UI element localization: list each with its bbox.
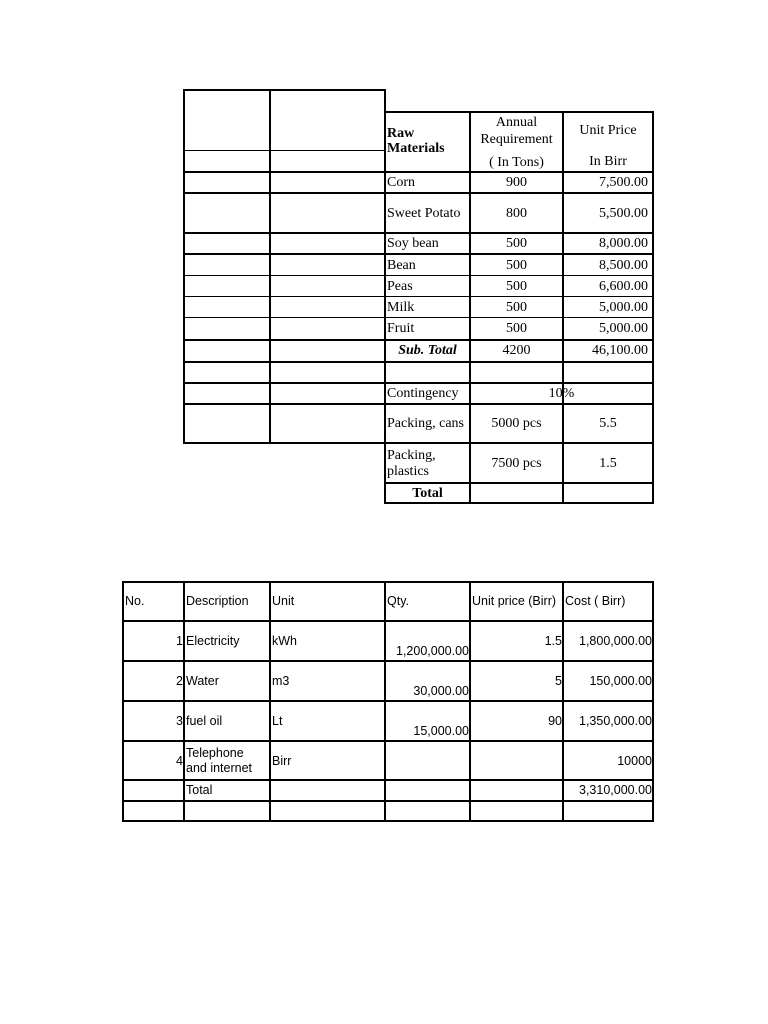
grid-line	[122, 620, 654, 622]
raw-item-requirement: 500	[506, 321, 527, 336]
contingency-value: 10%	[548, 386, 575, 401]
row-qty: 1,200,000.00	[396, 644, 469, 658]
packing-plastics-price: 1.5	[599, 456, 617, 471]
row-no: 2	[176, 674, 183, 688]
row-cost: 150,000.00	[589, 674, 652, 688]
header-unit-price: Unit price (Birr)	[472, 594, 557, 608]
grid-line	[384, 275, 654, 276]
row-no: 4	[176, 754, 183, 768]
header-cost: Cost ( Birr)	[565, 594, 626, 608]
row-qty: 30,000.00	[413, 684, 469, 698]
grid-line	[122, 740, 654, 742]
raw-item-requirement: 500	[506, 258, 527, 273]
row-unit: Birr	[272, 754, 292, 768]
row-cost: 1,800,000.00	[579, 634, 652, 648]
row-unit-price: 1.5	[544, 634, 562, 648]
row-no: 1	[176, 634, 183, 648]
utilities-total-label: Total	[186, 783, 213, 797]
grid-line	[183, 317, 386, 318]
raw-total-label: Total	[412, 486, 443, 501]
grid-line	[183, 403, 386, 405]
header-description: Description	[186, 594, 249, 608]
grid-line	[652, 111, 654, 504]
grid-line	[384, 442, 654, 444]
raw-item-price: 8,000.00	[599, 236, 648, 251]
row-unit-price: 90	[548, 714, 562, 728]
packing-plastics-label-1: Packing,	[387, 448, 436, 463]
raw-item-requirement: 500	[506, 300, 527, 315]
raw-item-requirement: 900	[506, 175, 527, 190]
row-no: 3	[176, 714, 183, 728]
raw-item-label: Soy bean	[387, 236, 439, 251]
grid-line	[183, 192, 386, 194]
grid-line	[183, 150, 386, 151]
row-description: Water	[186, 674, 219, 688]
header-requirement: Requirement	[480, 132, 553, 147]
raw-item-label: Fruit	[387, 321, 415, 336]
raw-item-price: 8,500.00	[599, 258, 648, 273]
grid-line	[384, 296, 654, 297]
grid-line	[183, 339, 386, 341]
grid-line	[183, 275, 386, 276]
packing-cans-price: 5.5	[599, 416, 617, 431]
raw-item-label: Milk	[387, 300, 415, 315]
raw-item-label: Corn	[387, 175, 415, 190]
raw-item-requirement: 500	[506, 236, 527, 251]
row-unit: Lt	[272, 714, 283, 728]
header-raw-materials: Raw Materials	[387, 126, 445, 156]
grid-line	[384, 382, 654, 384]
grid-line	[384, 232, 654, 234]
raw-item-price: 7,500.00	[599, 175, 648, 190]
packing-plastics-label-2: plastics	[387, 464, 429, 479]
grid-line	[122, 700, 654, 702]
grid-line	[183, 253, 386, 255]
raw-item-requirement: 500	[506, 279, 527, 294]
grid-line	[183, 89, 386, 91]
grid-line	[384, 317, 654, 318]
packing-plastics-qty: 7500 pcs	[491, 456, 542, 471]
grid-line	[384, 502, 654, 504]
subtotal-label: Sub. Total	[398, 343, 457, 358]
grid-line	[384, 482, 654, 484]
row-unit: m3	[272, 674, 290, 688]
header-unit: Unit	[272, 594, 295, 608]
row-unit-price: 5	[555, 674, 562, 688]
grid-line	[183, 89, 185, 444]
grid-line	[384, 403, 654, 405]
raw-item-price: 6,600.00	[599, 279, 648, 294]
row-cost: 10000	[617, 754, 652, 768]
utilities-total-cost: 3,310,000.00	[579, 783, 652, 797]
grid-line	[384, 111, 654, 113]
grid-line	[183, 296, 386, 297]
raw-item-price: 5,000.00	[599, 300, 648, 315]
row-description: fuel oil	[186, 714, 223, 728]
grid-line	[183, 232, 386, 234]
packing-cans-label: Packing, cans	[387, 416, 464, 431]
grid-line	[384, 192, 654, 194]
grid-line	[384, 253, 654, 255]
row-description: Electricity	[186, 634, 240, 648]
packing-cans-qty: 5000 pcs	[491, 416, 542, 431]
grid-line	[183, 171, 386, 173]
grid-line	[122, 800, 654, 802]
header-annual: Annual	[495, 115, 538, 130]
header-no: No.	[125, 594, 145, 608]
row-qty: 15,000.00	[413, 724, 469, 738]
subtotal-price: 46,100.00	[592, 343, 648, 358]
header-qty: Qty.	[387, 594, 409, 608]
raw-item-label: Sweet Potato	[387, 206, 461, 221]
grid-line	[183, 382, 386, 384]
raw-item-label: Peas	[387, 279, 413, 294]
subtotal-requirement: 4200	[502, 343, 531, 358]
grid-line	[183, 361, 386, 363]
row-description-line1: Telephone	[186, 746, 244, 760]
raw-item-price: 5,500.00	[599, 206, 648, 221]
grid-line	[384, 171, 654, 173]
grid-line	[384, 361, 654, 363]
header-requirement-unit: ( In Tons)	[489, 155, 544, 170]
row-description-line2: and internet	[186, 761, 253, 775]
grid-line	[122, 660, 654, 662]
raw-item-requirement: 800	[506, 206, 527, 221]
grid-line	[384, 339, 654, 341]
grid-line	[183, 442, 386, 444]
raw-item-price: 5,000.00	[599, 321, 648, 336]
raw-item-label: Bean	[387, 258, 416, 273]
grid-line	[122, 820, 654, 822]
grid-line	[269, 89, 271, 444]
header-unit-price: Unit Price	[579, 123, 637, 138]
contingency-label: Contingency	[387, 386, 459, 401]
row-cost: 1,350,000.00	[579, 714, 652, 728]
header-unit-price-unit: In Birr	[589, 154, 627, 169]
grid-line	[122, 581, 654, 583]
grid-line	[122, 779, 654, 781]
row-unit: kWh	[272, 634, 297, 648]
